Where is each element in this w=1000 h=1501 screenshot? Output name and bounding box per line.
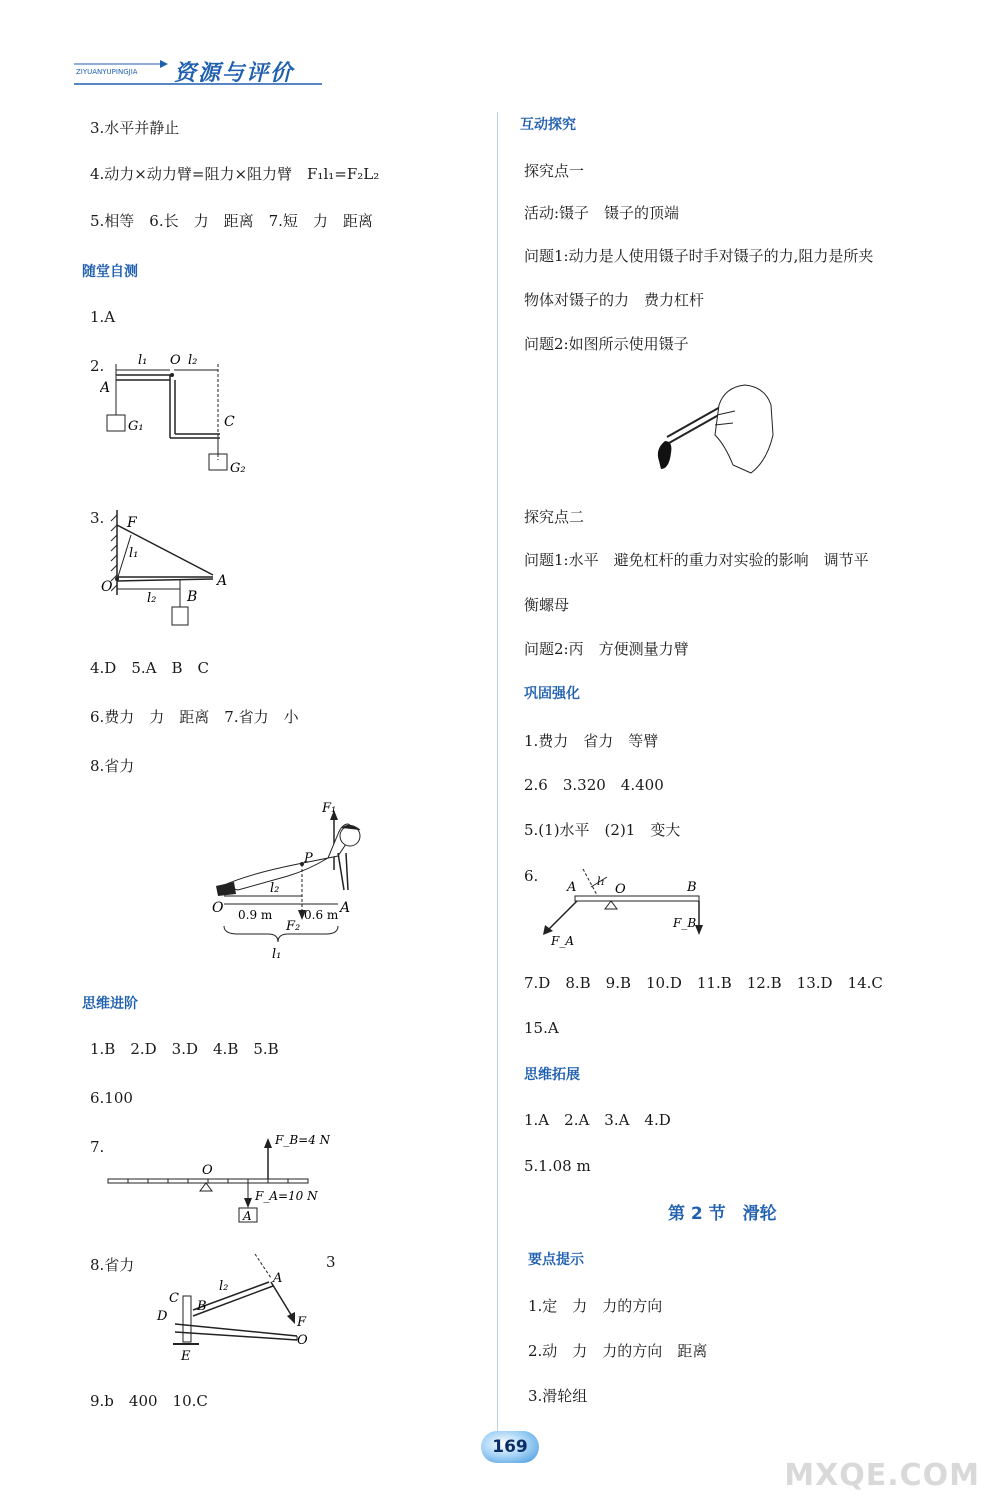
tweezers-illustration: [655, 365, 775, 480]
label-G2: G₂: [230, 461, 246, 476]
section-heading: 要点提示: [528, 1252, 584, 1268]
label-B: B: [687, 880, 697, 895]
label-l1: l₁: [129, 546, 139, 561]
header-title: 资源与评价: [174, 61, 295, 86]
label-l1: l₁: [597, 875, 605, 888]
label-P: P: [304, 851, 313, 866]
answer-line: 4.动力×动力臂=阻力×阻力臂 F₁l₁=F₂L₂: [90, 165, 380, 183]
page-number: 169: [481, 1431, 539, 1463]
label-G1: G₁: [128, 419, 144, 434]
label-FA: F_A=10 N: [255, 1189, 318, 1203]
label-d1: 0.9 m: [238, 908, 273, 922]
answer-line: 1.费力 省力 等臂: [524, 732, 659, 750]
label-O: O: [170, 353, 181, 368]
label-O: O: [202, 1163, 213, 1178]
lever-diagram-8: [155, 1252, 325, 1364]
answer-line: 6.: [524, 867, 539, 885]
answer-line: 探究点一: [524, 162, 585, 180]
answer-line: 衡螺母: [524, 596, 570, 614]
label-l1: l₁: [272, 947, 282, 962]
label-F1: F₁: [322, 801, 337, 816]
answer-line: 6.费力 力 距离 7.省力 小: [90, 708, 299, 726]
stray-number: 3: [326, 1253, 336, 1271]
answer-line: 8.省力: [90, 1256, 135, 1274]
label-O: O: [297, 1333, 308, 1348]
answer-line: 9.b 400 10.C: [90, 1392, 208, 1410]
answer-line: 问题2:如图所示使用镊子: [524, 335, 689, 353]
label-F2: F₂: [286, 919, 301, 934]
label-D: D: [157, 1309, 168, 1324]
answer-line: 3.滑轮组: [528, 1387, 588, 1405]
label-O: O: [615, 882, 626, 897]
header-subtitle: ZIYUANYUPINGJIA: [76, 68, 138, 76]
lever-diagram-6: [535, 865, 715, 950]
answer-line: 问题2:丙 方便测量力臂: [524, 640, 689, 658]
answer-line: 7.D 8.B 9.B 10.D 11.B 12.B 13.D 14.C: [524, 974, 883, 992]
label-A: A: [340, 900, 351, 916]
answer-line: 活动:镊子 镊子的顶端: [524, 204, 680, 222]
page-header: [72, 52, 327, 90]
answer-line: 2.动 力 力的方向 距离: [528, 1342, 708, 1360]
answer-line: 探究点二: [524, 508, 585, 526]
label-A: A: [567, 880, 577, 895]
label-l1: l₁: [138, 353, 148, 368]
label-A: A: [243, 1209, 252, 1223]
pushup-diagram: [208, 798, 378, 968]
answer-line: 2.6 3.320 4.400: [524, 776, 664, 794]
label-A: A: [100, 380, 111, 396]
answer-line: 2.: [90, 357, 105, 375]
answer-line: 1.A 2.A 3.A 4.D: [524, 1111, 671, 1129]
answer-line: 4.D 5.A B C: [90, 659, 209, 677]
label-C: C: [224, 414, 235, 430]
answer-line: 8.省力: [90, 757, 135, 775]
label-A: A: [273, 1271, 283, 1286]
lever-diagram-7: [100, 1130, 330, 1230]
answer-line: 7.: [90, 1138, 105, 1156]
label-O: O: [212, 900, 224, 916]
label-B: B: [187, 589, 198, 605]
answer-line: 物体对镊子的力 费力杠杆: [524, 291, 705, 309]
label-FA: F_A: [551, 934, 574, 948]
label-B: B: [197, 1299, 207, 1314]
section-heading: 思维进阶: [82, 996, 138, 1012]
label-l2: l₂: [188, 353, 198, 368]
section-heading: 巩固强化: [524, 686, 580, 702]
section-heading: 互动探究: [520, 117, 576, 133]
label-F: F: [127, 515, 137, 531]
label-FB: F_B: [673, 916, 697, 930]
answer-line: 5.1.08 m: [524, 1157, 591, 1175]
answer-line: 6.100: [90, 1089, 133, 1107]
label-l2: l₂: [147, 591, 157, 606]
lever-diagram-2: [100, 350, 270, 480]
section-heading: 随堂自测: [82, 264, 138, 280]
answer-line: 15.A: [524, 1019, 559, 1037]
watermark: MXQE.COM: [784, 1458, 980, 1493]
label-d2: 0.6 m: [304, 908, 339, 922]
label-A: A: [217, 573, 228, 589]
answer-line: 1.定 力 力的方向: [528, 1297, 663, 1315]
chapter-title: 第 2 节 滑轮: [668, 1204, 777, 1224]
answer-line: 1.B 2.D 3.D 4.B 5.B: [90, 1040, 279, 1058]
answer-line: 3.水平并静止: [90, 119, 180, 137]
section-heading: 思维拓展: [524, 1067, 580, 1083]
answer-line: 3.: [90, 509, 105, 527]
answer-line: 问题1:动力是人使用镊子时手对镊子的力,阻力是所夹: [524, 247, 874, 265]
answer-line: 5.(1)水平 (2)1 变大: [524, 821, 681, 839]
label-F: F: [297, 1315, 307, 1330]
lever-diagram-3: [95, 505, 245, 635]
column-divider: [497, 112, 498, 1432]
label-l2: l₂: [219, 1279, 229, 1294]
label-E: E: [181, 1349, 191, 1364]
answer-line: 问题1:水平 避免杠杆的重力对实验的影响 调节平: [524, 551, 869, 569]
label-O: O: [101, 579, 113, 595]
answer-line: 1.A: [90, 308, 116, 326]
label-C: C: [169, 1291, 179, 1306]
label-FB: F_B=4 N: [275, 1133, 330, 1147]
label-l2: l₂: [270, 881, 280, 896]
answer-line: 5.相等 6.长 力 距离 7.短 力 距离: [90, 212, 373, 230]
